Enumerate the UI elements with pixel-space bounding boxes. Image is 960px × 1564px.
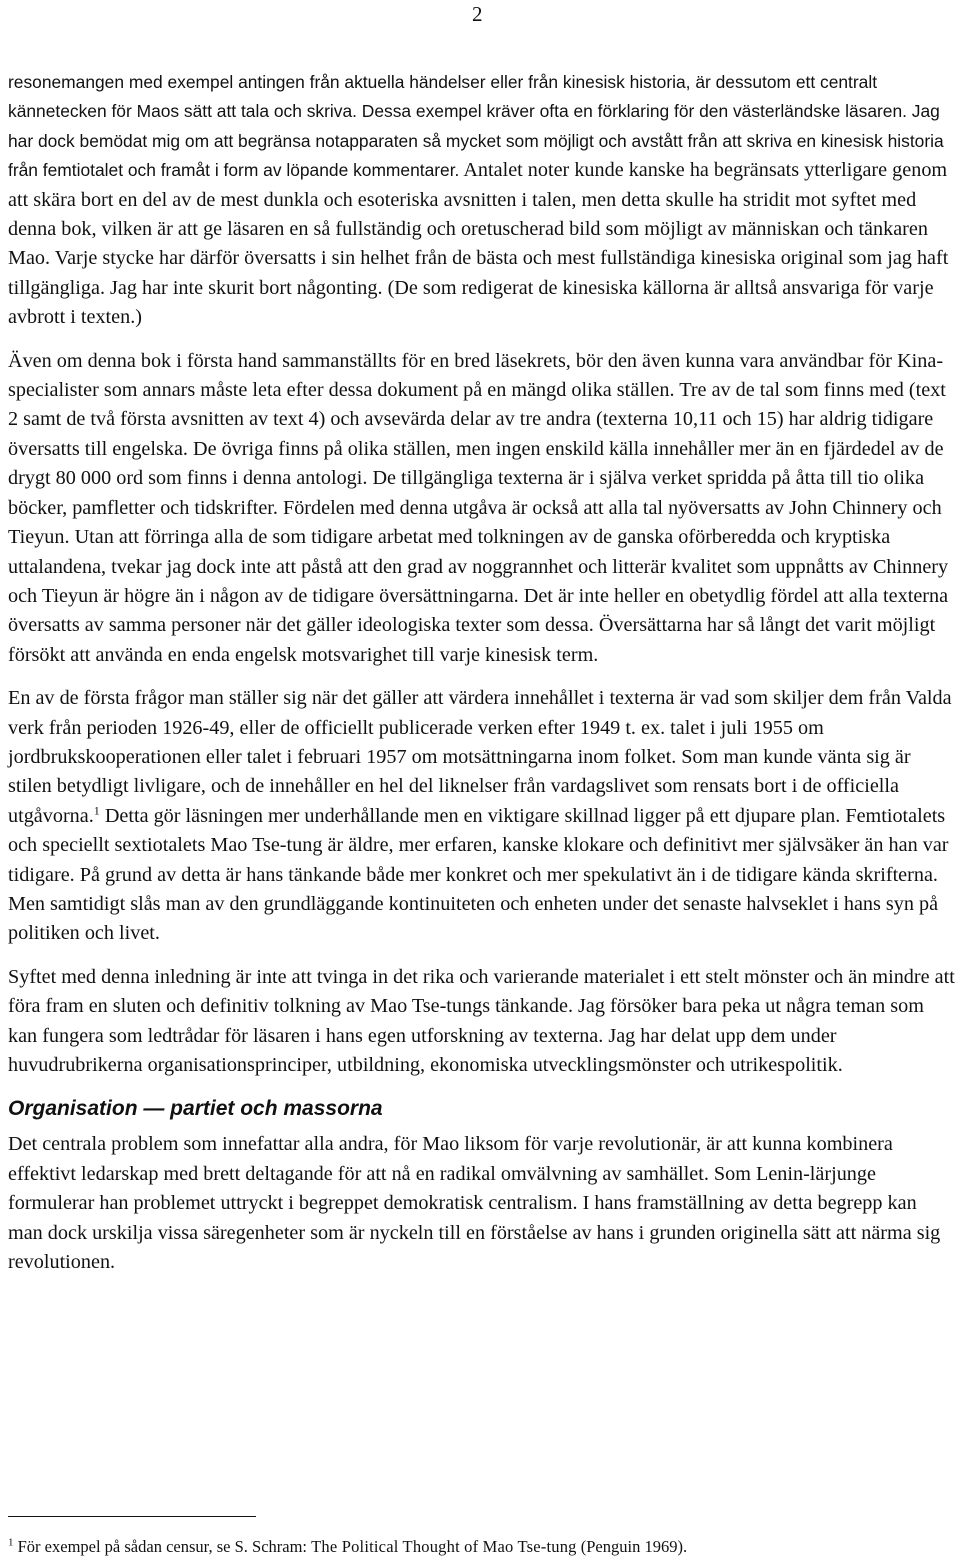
footnote-1 [8,1536,948,1558]
page-number: 2 [472,2,483,26]
paragraph-3-part-1: En av de första frågor man ställer sig när det gäller att värdera innehållet i texterna är vad som skiljer dem från Valda verk från perioden 1926-49, eller de officiellt publicerade verken efter 1949 t. ex. talet i juli 1955 om jordbrukskooperationen eller talet i februari 1957 om motsättningarna inom folket. Som man kunde vänta sig är stilen betydligt livligare, och de innehåller en hel del liknelser från vardagslivet som rensats bort i de officiella utgåvorna. [8,687,952,827]
footnote-text-end: (Penguin 1969). [576,1537,688,1556]
paragraph-3-part-2: Detta gör läsningen mer underhållande men en viktigare skillnad ligger på ett djupare plan. Femtiotalets och speciellt sextiotalets Mao Tse-tung är äldre, mer erfaren, kanske klokare och definitivt mer självsäker än han var tidigare. På grund av detta är hans tänkande både mer konkret och mer spekulativt än i de tidigare kända skrifterna. Men samtidigt slås man av den grundläggande kontinuiteten och enheten under det senaste halvseklet i hans syn på politiken och livet. [8,804,949,945]
paragraph-1-serif-part: Antalet noter kunde kanske ha begränsats ytterligare genom att skära bort en del av de mest dunkla och esoteriska avsnitten i talen, men detta skulle ha stridit mot syftet med denna bok, vilken är att ge läsaren en så fullständig och oretuscherad bild som möjligt av människan och tänkaren Mao. Varje stycke har därför översatts i sin helhet från de bästa och mest fullständiga kinesiska original som jag haft tillgängliga. Jag har inte skurit bort någonting. (De som redigerat de kinesiska källorna är alltså ansvariga för varje avbrott i texten.) [8,159,949,329]
paragraph-1 [8,68,956,333]
paragraph-5: Det centrala problem som innefattar alla andra, för Mao liksom för varje revolutionär, är att kunna kombinera effektivt ledarskap med brett deltagande för att nå en radikal omvälvning av samhället. Som Lenin-lärjunge formulerar han problemet uttryckt i begreppet demokratisk centralism. I hans framställning av detta begrepp kan man dock urskilja vissa säregenheter som är nyckeln till en förståelse av hans i grunden originella sätt att närma sig revolutionen. [8,1133,941,1274]
section-heading: Organisation — partiet och massorna [8,1097,383,1121]
paragraph-2: Även om denna bok i första hand sammanställts för en bred läsekrets, bör den även kunna vara användbar för Kina-specialister som annars måste leta efter dessa dokument på en mängd olika ställen. Tre av de tal som finns med (text 2 samt de två första avsnitten av text 4) och avsevärda delar av tre andra (texterna 10,11 och 15) har aldrig tidigare översatts till engelska. De övriga finns på olika ställen, men ingen enskild källa innehåller mer än en fjärdedel av de drygt 80 000 ord som finns i denna antologi. De tillgängliga texterna är i själva verket spridda på åtta till tio olika böcker, pamfletter och tidskrifter. Fördelen med denna utgåva är också att alla tal nyöversatts av John Chinnery och Tieyun. Utan att förringa alla de som tidigare arbetat med tolkningen av de ganska oförberedda och kryptiska uttalandena, tvekar jag dock inte att påstå att den grad av noggrannhet och litterär kvalitet som uppnåtts av Chinnery och Tieyun är högre än i någon av de tidigare översättningarna. Det är inte heller en obetydlig fördel att alla texterna översatts av samma personer när det gäller ideologiska texter som dessa. Översättarna har så långt det varit möjligt försökt att använda en enda engelsk motsvarighet till varje kinesisk term. [8,349,949,666]
footnote-number: 1 [8,1536,14,1549]
paragraph-1-sans-part-2: Jag har dock bemödat mig om att begränsa notapparaten så mycket som möjligt och avstått från att skriva en kinesisk historia från femtiotalet och framåt i form av löpande kommentarer. [8,101,944,181]
body-text [8,68,956,1291]
paragraph-4: Syftet med denna inledning är inte att tvinga in det rika och varierande materialet i ett stelt mönster och än mindre att föra fram en sluten och definitiv tolkning av Mao Tse-tungs tänkande. Jag försöker bara peka ut några teman som kan fungera som ledtrådar för läsaren i hans egen utforskning av texterna. Jag har delat upp dem under huvudrubrikerna organisationsprinciper, utbildning, ekonomiska utvecklingsmönster och utrikespolitik. [8,965,955,1076]
footnote-reference-1[interactable]: 1 [93,803,100,818]
paragraph-3 [8,684,956,949]
footnote-book-title: The Political Thought of Mao Tse-tung [311,1537,577,1556]
footnote-divider [8,1516,256,1517]
footnote-text-start: För exempel på sådan censur, se S. Schram: [13,1537,312,1556]
paragraph-1-sans-part: resonemangen med exempel antingen från aktuella händelser eller från kinesisk historia, är dessutom ett centralt kännetecken för Maos sätt att tala och skriva. Dessa exempel kräver ofta en förklaring för den västerländske läsaren. [8,72,907,122]
